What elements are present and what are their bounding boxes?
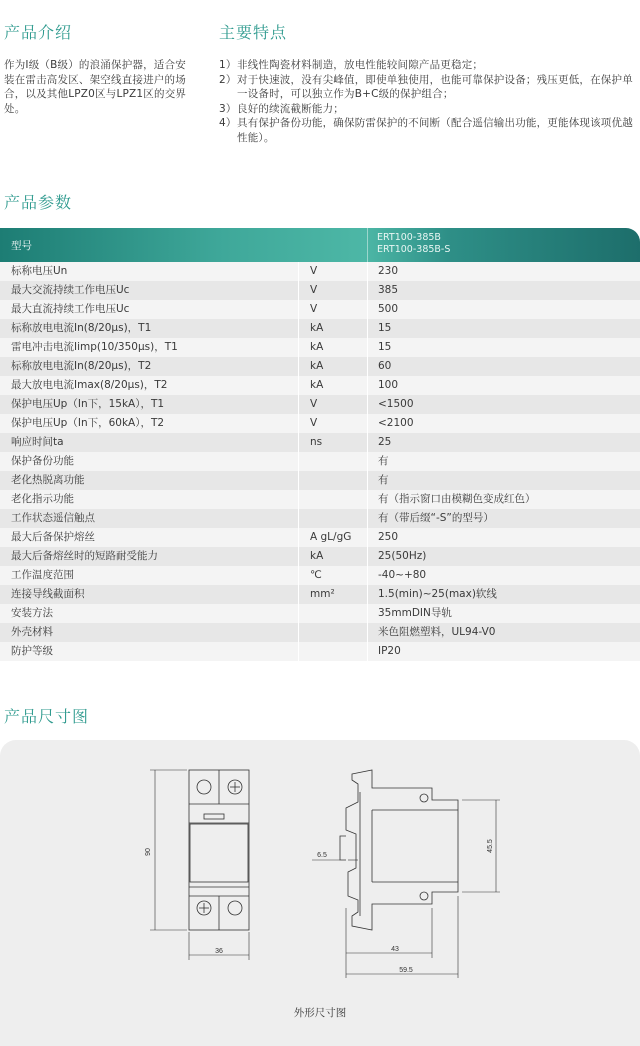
table-row [0, 395, 640, 414]
param-name: 老化热脱离功能 [11, 474, 85, 486]
features-list [219, 58, 637, 145]
param-unit [298, 642, 367, 661]
param-name: 最大后备熔丝时的短路耐受能力 [11, 550, 158, 562]
param-value: 250 [367, 528, 640, 547]
dimension-panel [0, 740, 640, 1046]
param-name: 标称放电电流In(8/20μs)，T1 [11, 322, 152, 334]
param-unit [298, 490, 367, 509]
param-name: 最大交流持续工作电压Uc [11, 284, 130, 296]
intro-text: 作为I级（B级）的浪涌保护器，适合安装在雷击高发区、架空线直接进户的场合，以及其他LPZ0区与LPZ1区的交界处。 [4, 59, 187, 115]
table-row [0, 547, 640, 566]
param-name: 防护等级 [11, 645, 53, 657]
param-unit: kA [298, 547, 367, 566]
param-name: 响应时间ta [11, 436, 64, 448]
feature-text: 良好的续流截断能力； [237, 102, 344, 115]
table-row [0, 262, 640, 281]
param-name: 保护备份功能 [11, 455, 74, 467]
params-title: 产品参数 [4, 193, 73, 212]
side-view [340, 770, 458, 930]
param-name: 连接导线截面积 [11, 588, 85, 600]
param-value: <1500 [367, 395, 640, 414]
dim-clip: 6.5 [317, 852, 327, 859]
param-value: -40~+80 [367, 566, 640, 585]
table-row [0, 376, 640, 395]
header-label: 型号 [11, 240, 32, 252]
param-unit: ns [298, 433, 367, 452]
param-value: 25(50Hz) [367, 547, 640, 566]
table-row [0, 338, 640, 357]
param-value: 35mmDIN导轨 [367, 604, 640, 623]
table-header [0, 228, 640, 262]
feature-item [219, 58, 637, 73]
param-name: 雷电冲击电流Iimp(10/350μs)，T1 [11, 341, 178, 353]
dim-window: 45.5 [487, 839, 494, 853]
table-row [0, 300, 640, 319]
feature-item [219, 116, 637, 145]
param-value: 1.5(min)~25(max)软线 [367, 585, 640, 604]
param-name: 外壳材料 [11, 626, 53, 638]
param-value: 有 [367, 471, 640, 490]
table-row [0, 471, 640, 490]
param-name: 标称放电电流In(8/20μs)，T2 [11, 360, 152, 372]
table-row [0, 414, 640, 433]
param-unit: A gL/gG [298, 528, 367, 547]
param-value: 有（带后缀“-S”的型号） [367, 509, 640, 528]
param-name: 最大放电电流Imax(8/20μs)，T2 [11, 379, 168, 391]
table-row [0, 452, 640, 471]
param-name: 安装方法 [11, 607, 53, 619]
model-name: ERT100-385B-S [377, 244, 451, 255]
dimension-caption: 外形尺寸图 [293, 1007, 347, 1019]
table-row [0, 585, 640, 604]
front-view [189, 770, 249, 930]
feature-text: 对于快速波，没有尖峰值，即使单独使用，也能可靠保护设备；残压更低，在保护单一设备时，可以独立作为B+C级的保护组合； [237, 73, 633, 100]
dim-front-width: 36 [215, 948, 223, 955]
table-row [0, 281, 640, 300]
param-value: 60 [367, 357, 640, 376]
param-value: 100 [367, 376, 640, 395]
param-name: 最大直流持续工作电压Uc [11, 303, 130, 315]
param-value: 15 [367, 338, 640, 357]
param-unit: V [298, 395, 367, 414]
param-value: 15 [367, 319, 640, 338]
feature-text: 非线性陶瓷材料制造，放电性能较间隙产品更稳定； [237, 59, 484, 71]
param-value: <2100 [367, 414, 640, 433]
param-name: 最大后备保护熔丝 [11, 531, 95, 543]
table-row [0, 566, 640, 585]
dim-depth-total: 59.5 [399, 967, 413, 974]
intro-title: 产品介绍 [4, 23, 73, 42]
model-name: ERT100-385B [377, 232, 441, 243]
param-value: IP20 [367, 642, 640, 661]
dim-height: 90 [145, 848, 152, 856]
param-unit [298, 604, 367, 623]
header-divider [367, 228, 368, 262]
param-unit: ℃ [298, 566, 367, 585]
feature-number: 2） [219, 73, 237, 86]
param-unit: kA [298, 357, 367, 376]
param-value: 米色阻燃塑料，UL94-V0 [367, 623, 640, 642]
table-row [0, 509, 640, 528]
param-unit [298, 509, 367, 528]
param-unit: kA [298, 319, 367, 338]
table-row [0, 433, 640, 452]
param-name: 标称电压Un [11, 265, 68, 277]
param-unit [298, 471, 367, 490]
param-name: 工作温度范围 [11, 569, 74, 581]
param-unit [298, 623, 367, 642]
features-title: 主要特点 [219, 23, 288, 42]
param-unit [298, 452, 367, 471]
feature-number: 1） [219, 59, 237, 71]
param-value: 25 [367, 433, 640, 452]
dimensions-title: 产品尺寸图 [4, 707, 90, 726]
feature-text: 具有保护备份功能，确保防雷保护的不间断（配合遥信输出功能，更能体现该项优越性能）。 [237, 117, 633, 144]
param-name: 保护电压Up（In下，60kA），T2 [11, 417, 165, 429]
param-unit: V [298, 414, 367, 433]
feature-number: 4） [219, 117, 237, 129]
table-row [0, 490, 640, 509]
table-row [0, 604, 640, 623]
param-value: 385 [367, 281, 640, 300]
table-row [0, 642, 640, 661]
table-body [0, 262, 640, 661]
dimension-drawing [0, 740, 640, 1046]
table-row [0, 357, 640, 376]
param-name: 工作状态遥信触点 [11, 512, 95, 524]
param-table [0, 228, 640, 661]
param-value: 有 [367, 452, 640, 471]
param-unit: kA [298, 376, 367, 395]
param-unit: V [298, 300, 367, 319]
param-value: 230 [367, 262, 640, 281]
param-name: 保护电压Up（In下，15kA），T1 [11, 398, 165, 410]
feature-number: 3） [219, 102, 237, 115]
table-row [0, 528, 640, 547]
param-unit: V [298, 262, 367, 281]
feature-item [219, 73, 637, 102]
table-row [0, 319, 640, 338]
feature-item [219, 102, 637, 117]
param-value: 500 [367, 300, 640, 319]
table-row [0, 623, 640, 642]
param-name: 老化指示功能 [11, 493, 74, 505]
param-unit: V [298, 281, 367, 300]
param-unit: mm² [298, 585, 367, 604]
param-unit: kA [298, 338, 367, 357]
param-value: 有（指示窗口由模糊色变成红色） [367, 490, 640, 509]
header-models [377, 232, 450, 256]
dim-depth-inner: 43 [391, 946, 399, 953]
